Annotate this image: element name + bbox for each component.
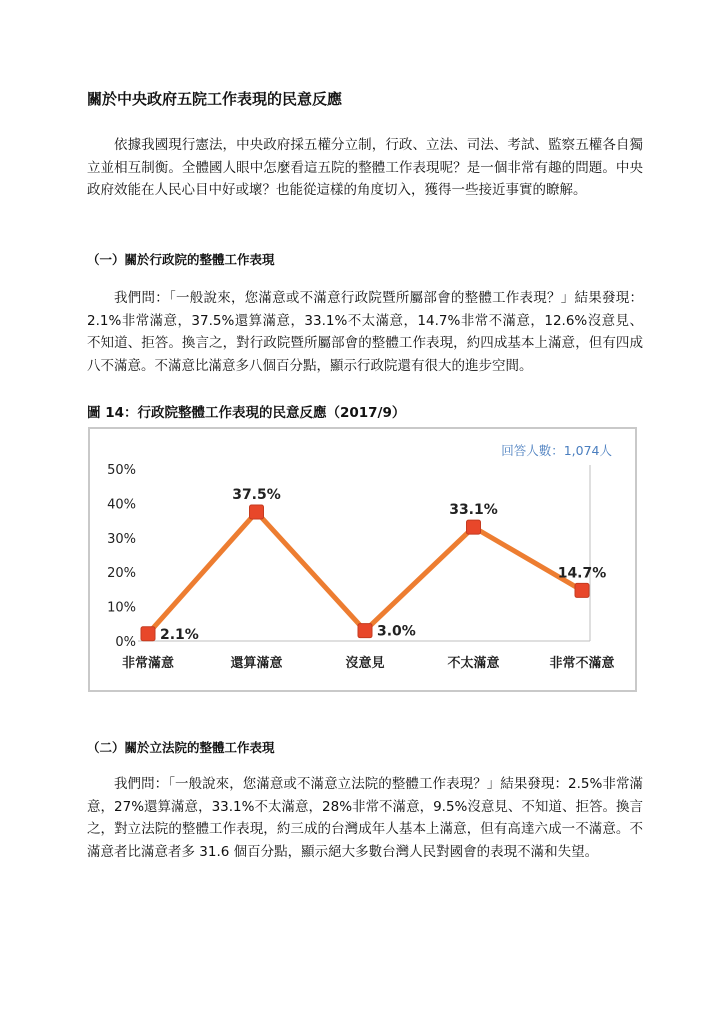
data-label: 14.7%	[557, 565, 607, 582]
x-category-label: 非常滿意	[121, 656, 175, 671]
respondents-annotation: 回答人數：1,074人	[501, 443, 612, 458]
y-tick-label: 30%	[107, 531, 136, 547]
section2-heading: （二）關於立法院的整體工作表現	[87, 740, 275, 755]
intro-paragraph: 依據我國現行憲法，中央政府採五權分立制，行政、立法、司法、考試、監察五權各自獨立並相互制衡。全體國人眼中怎麼看這五院的整體工作表現呢？是一個非常有趣的問題。中央政府效能在人民心目中好或壞？也能從這樣的角度切入，獲得一些接近事實的瞭解。	[87, 137, 643, 198]
data-point-marker	[250, 505, 264, 519]
y-tick-label: 10%	[107, 600, 136, 616]
x-category-label: 不太滿意	[447, 656, 500, 671]
y-tick-label: 40%	[107, 497, 136, 513]
data-point-marker	[141, 627, 155, 641]
x-category-label: 沒意見	[345, 656, 385, 671]
section1-heading: （一）關於行政院的整體工作表現	[87, 252, 275, 267]
x-category-label: 非常不滿意	[549, 656, 615, 671]
figure-caption: 圖 14：行政院整體工作表現的民意反應（2017/9）	[87, 405, 406, 421]
data-point-marker	[467, 520, 481, 534]
section1-paragraph: 我們問：「一般說來，您滿意或不滿意行政院暨所屬部會的整體工作表現？」結果發現：2.1%非常滿意，37.5%還算滿意，33.1%不太滿意，14.7%非常不滿意，12.6%沒意見、不知道、拒答。換言之，對行政院暨所屬部會的整體工作表現，約四成基本上滿意，但有四成八不滿意。不滿意比滿意多八個百分點，顯示行政院還有很大的進步空間。	[87, 290, 643, 374]
chart-frame	[88, 427, 637, 692]
data-label: 33.1%	[449, 502, 498, 519]
x-category-label: 還算滿意	[230, 656, 283, 671]
data-label: 2.1%	[160, 626, 199, 643]
data-label: 3.0%	[377, 623, 416, 640]
line-chart	[90, 429, 635, 690]
data-label: 37.5%	[232, 487, 281, 503]
data-point-marker	[358, 624, 372, 638]
y-tick-label: 0%	[115, 635, 136, 650]
document-title: 關於中央政府五院工作表現的民意反應	[87, 90, 343, 108]
data-point-marker	[575, 583, 589, 597]
section2-paragraph: 我們問：「一般說來，您滿意或不滿意立法院的整體工作表現？」結果發現：2.5%非常滿意，27%還算滿意，33.1%不太滿意，28%非常不滿意，9.5%沒意見、不知道、拒答。換言之，對立法院的整體工作表現，約三成的台灣成年人基本上滿意，但有高達六成一不滿意。不滿意者比滿意者多 31.6 個百分點，顯示絕大多數台灣人民對國會的表現不滿和失望。	[87, 776, 643, 860]
y-tick-label: 50%	[107, 463, 136, 478]
y-tick-label: 20%	[107, 566, 136, 582]
